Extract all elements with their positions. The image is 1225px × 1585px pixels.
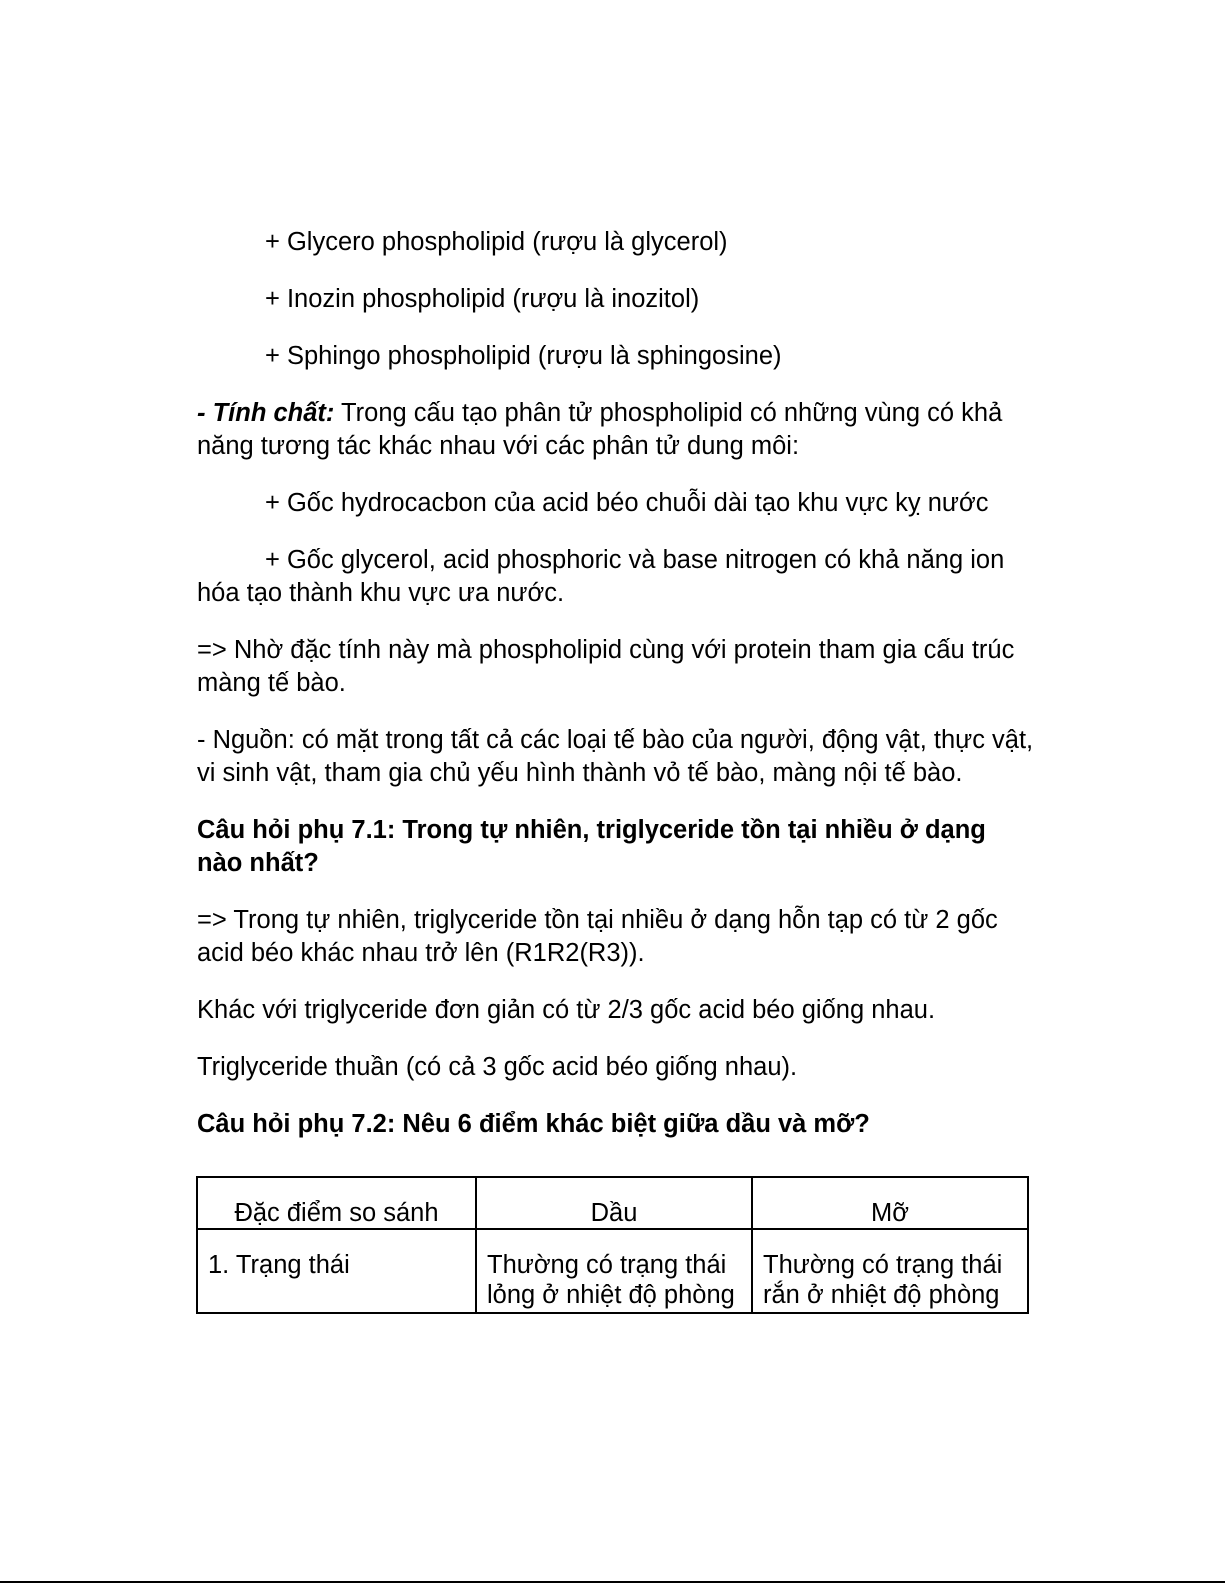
table-cell-oil: Thường có trạng thái lỏng ở nhiệt độ phòng [476, 1229, 752, 1313]
question-7-2: Câu hỏi phụ 7.2: Nêu 6 điểm khác biệt giữa dầu và mỡ? [197, 1110, 870, 1138]
property-item-hydrophilic: + Gốc glycerol, acid phosphoric và base nitrogen có khả năng ion hóa tạo thành khu vực ưa nước. [197, 546, 1005, 607]
table-cell-fat: Thường có trạng thái rắn ở nhiệt độ phòng [752, 1229, 1028, 1313]
phospholipid-type-inozin: + Inozin phospholipid (rượu là inozitol) [265, 285, 700, 313]
answer-7-1: => Trong tự nhiên, triglyceride tồn tại nhiều ở dạng hỗn tạp có từ 2 gốc acid béo khác nhau trở lên (R1R2(R3)). [197, 906, 998, 967]
document-body [197, 226, 1037, 1165]
answer-7-1-note-simple: Khác với triglyceride đơn giản có từ 2/3 gốc acid béo giống nhau. [197, 996, 936, 1024]
property-item-hydrophobic: + Gốc hydrocacbon của acid béo chuỗi dài tạo khu vực kỵ nước [265, 489, 989, 517]
phospholipid-type-glycero: + Glycero phospholipid (rượu là glycerol) [265, 228, 728, 256]
question-7-1: Câu hỏi phụ 7.1: Trong tự nhiên, triglyceride tồn tại nhiều ở dạng nào nhất? [197, 816, 986, 877]
source-paragraph: - Nguồn: có mặt trong tất cả các loại tế bào của người, động vật, thực vật, vi sinh vật, tham gia chủ yếu hình thành vỏ tế bào, màng nội tế bào. [197, 726, 1034, 787]
table-cell-feature: 1. Trạng thái [197, 1229, 476, 1313]
table-header-fat: Mỡ [752, 1177, 1028, 1229]
property-paragraph [197, 397, 1037, 463]
page-bottom-divider [0, 1581, 1225, 1583]
table-header-feature: Đặc điểm so sánh [197, 1177, 476, 1229]
table-header-row [197, 1177, 1028, 1229]
property-label: - Tính chất: [197, 399, 335, 427]
comparison-table [196, 1176, 1029, 1314]
conclusion-paragraph: => Nhờ đặc tính này mà phospholipid cùng với protein tham gia cấu trúc màng tế bào. [197, 636, 1015, 697]
property-text: Trong cấu tạo phân tử phospholipid có những vùng có khả năng tương tác khác nhau với các phân tử dung môi: [197, 399, 1003, 460]
table-header-oil: Dầu [476, 1177, 752, 1229]
table-row [197, 1229, 1028, 1313]
answer-7-1-note-pure: Triglyceride thuần (có cả 3 gốc acid béo giống nhau). [197, 1053, 798, 1081]
phospholipid-type-sphingo: + Sphingo phospholipid (rượu là sphingosine) [265, 342, 782, 370]
